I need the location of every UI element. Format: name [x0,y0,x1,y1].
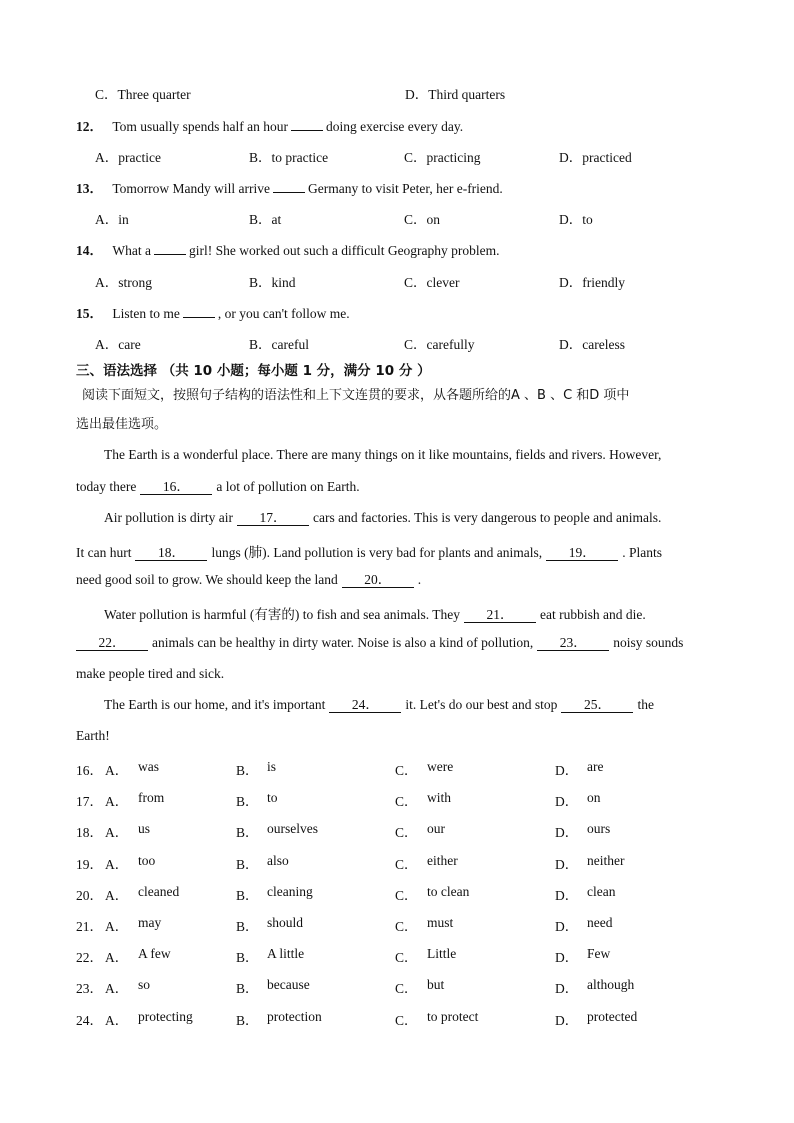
question-number: 22． [76,950,103,966]
answer-blank [291,118,323,131]
option-text: because [267,977,310,993]
option-letter: A． [105,794,129,810]
option-text: although [587,977,635,993]
blank-21: 21． [464,608,536,623]
question-stem: girl! She worked out such a difficult Geography problem. [188,243,500,258]
question-15 [76,302,350,322]
option-text: is [267,759,277,774]
option-letter: B． [236,794,259,810]
option-text: neither [587,852,625,868]
question-number: 12． [76,119,103,134]
option-letter: D． [555,794,579,810]
question-number: 18． [76,825,103,841]
option-letter: C． [395,950,418,966]
passage-text: the [637,697,654,712]
option-text: with [427,790,452,806]
option-text: our [427,821,445,837]
option-text: A little [267,946,305,962]
option-text: ours [587,821,611,837]
passage-text: it. Let's do our best and stop [405,697,558,712]
section-instruction: 阅读下面短文，按照句子结构的语法性和上下文连贯的要求，从各题所给的A 、B 、C 和D 项中 [82,388,630,403]
option-letter: C． [395,1012,418,1028]
option-d: D．practiced [559,150,632,165]
question-number: 15． [76,306,103,321]
option-letter: B． [236,887,259,903]
option-text: but [427,977,445,993]
option-letter: D． [555,919,579,934]
blank-17: 17． [237,511,309,526]
passage-text: Water pollution is harmful (有害的) to fish and sea animals. They [104,607,460,622]
option-a: A．in [95,212,129,227]
passage-text: need good soil to grow. We should keep the land [76,572,338,587]
passage-text: noisy sounds [613,635,684,650]
option-b: B．at [249,212,282,227]
option-text: A few [138,946,171,962]
option-d: D．careless [559,337,625,352]
option-text: protection [267,1008,322,1024]
question-14 [76,239,500,259]
option-letter: C． [395,887,418,903]
option-letter: C． [395,919,418,934]
section-title: 三、语法选择 （共 10 小题；每小题 1 分，满分 10 分 ） [76,363,431,379]
question-stem: Tom usually spends half an hour [112,119,289,134]
question-number: 14． [76,243,103,258]
blank-20: 20． [342,573,414,588]
option-text: on [587,790,601,806]
question-number: 20． [76,887,103,903]
question-13 [76,177,503,197]
option-c: C．practicing [404,150,481,165]
passage-line [76,541,718,561]
option-letter: B． [236,825,259,841]
question-stem: Tomorrow Mandy will arrive [112,181,271,196]
passage-line: make people tired and sick. [76,666,225,681]
option-text: ourselves [267,821,318,837]
option-b: B．kind [249,275,296,290]
option-text: cleaning [267,883,313,899]
option-a: A．care [95,337,141,352]
option-text: were [427,759,454,774]
passage-text: a lot of pollution on Earth. [216,479,360,494]
option-letter: B． [236,981,259,997]
option-letter: A． [105,950,129,966]
option-text: from [138,790,165,806]
option-letter: A． [105,887,129,903]
passage-text: . [417,572,422,587]
option-letter: B． [236,856,259,872]
question-number: 23． [76,981,103,997]
option-b: B．careful [249,337,309,352]
option-letter: A． [105,856,129,872]
passage-line [76,635,718,651]
option-letter: B． [236,919,259,934]
passage-text: today there [76,479,137,494]
option-text: to clean [427,883,470,899]
option-text: need [587,915,613,930]
option-text: Few [587,946,611,962]
option-letter: D． [555,825,579,841]
option-letter: A． [105,919,129,934]
blank-22: 22． [76,636,148,651]
option-text: should [267,915,304,930]
option-letter: D． [555,950,579,966]
passage-text: animals can be healthy in dirty water. Noise is also a kind of pollution, [152,635,534,650]
passage-text: Air pollution is dirty air [104,510,233,525]
question-stem: doing exercise every day. [326,119,464,134]
option-letter: B． [236,1012,259,1028]
passage-line [76,572,718,588]
option-letter: A． [105,825,129,841]
blank-25: 25． [561,698,633,713]
option-a: A．practice [95,150,161,165]
option-letter: D． [555,856,579,872]
passage-line [104,603,746,623]
question-stem: What a [112,243,151,258]
passage-text: eat rubbish and die. [539,607,646,622]
option-c: C．carefully [404,337,475,352]
option-letter: D． [555,887,579,903]
question-number: 19． [76,856,103,872]
option-letter: C． [395,825,418,841]
blank-24: 24． [329,698,401,713]
option-c: C．on [404,212,441,227]
passage-text: lungs (肺). Land pollution is very bad for plants and animals, [211,545,543,560]
passage-line: Earth! [76,728,110,743]
option-text: us [138,821,151,837]
option-letter: A． [105,981,129,997]
option-text: too [138,852,156,868]
blank-23: 23． [537,636,609,651]
answer-blank [273,180,305,193]
option-text: so [138,977,151,993]
option-letter: C． [395,794,418,810]
option-letter: A． [105,1012,129,1028]
option-letter: D． [555,981,579,997]
question-stem: , or you can't follow me. [217,306,350,321]
section-instruction: 选出最佳选项。 [76,417,168,432]
passage-text: cars and factories. This is very dangerous to people and animals. [313,510,662,525]
question-12 [76,115,463,135]
passage-line [76,479,718,495]
option-a: A．strong [95,275,152,290]
option-letter: C． [395,856,418,872]
option-text: was [138,759,159,774]
option-text: are [587,759,604,774]
passage-line: The Earth is a wonderful place. There are many things on it like mountains, fields and rivers. However, [104,447,662,462]
option-text: must [427,915,454,930]
option-text: to protect [427,1008,479,1024]
blank-19: 19． [546,546,618,561]
answer-blank [183,305,215,318]
option-b: B．to practice [249,150,329,165]
option-text: either [427,852,458,868]
answer-blank [154,242,186,255]
option-text: cleaned [138,883,180,899]
option-text: also [267,852,289,868]
option-letter: B． [236,763,259,778]
question-number: 13． [76,181,103,196]
passage-text: . Plants [622,545,662,560]
passage-line [104,510,746,526]
option-letter: A． [105,763,129,778]
option-letter: D． [555,763,579,778]
question-number: 17． [76,794,103,810]
blank-18: 18． [135,546,207,561]
option-letter: D． [555,1012,579,1028]
option-d: D．friendly [559,275,625,290]
passage-line [104,697,746,713]
option-c: C．clever [404,275,460,290]
option-c: C．Three quarter [95,87,191,102]
question-stem: Listen to me [112,306,180,321]
passage-text: The Earth is our home, and it's important [104,697,326,712]
option-text: may [138,915,162,930]
option-d: D．Third quarters [405,87,506,102]
option-text: Little [427,946,457,962]
question-number: 16． [76,763,103,778]
option-d: D．to [559,212,593,227]
option-text: clean [587,883,616,899]
blank-16: 16． [140,480,212,495]
question-number: 21． [76,919,103,934]
option-letter: C． [395,763,418,778]
passage-text: It can hurt [76,545,132,560]
question-number: 24． [76,1012,103,1028]
option-text: protected [587,1008,638,1024]
option-letter: B． [236,950,259,966]
question-stem: Germany to visit Peter, her e-friend. [308,181,503,196]
option-letter: C． [395,981,418,997]
option-text: protecting [138,1008,193,1024]
option-text: to [267,790,278,806]
